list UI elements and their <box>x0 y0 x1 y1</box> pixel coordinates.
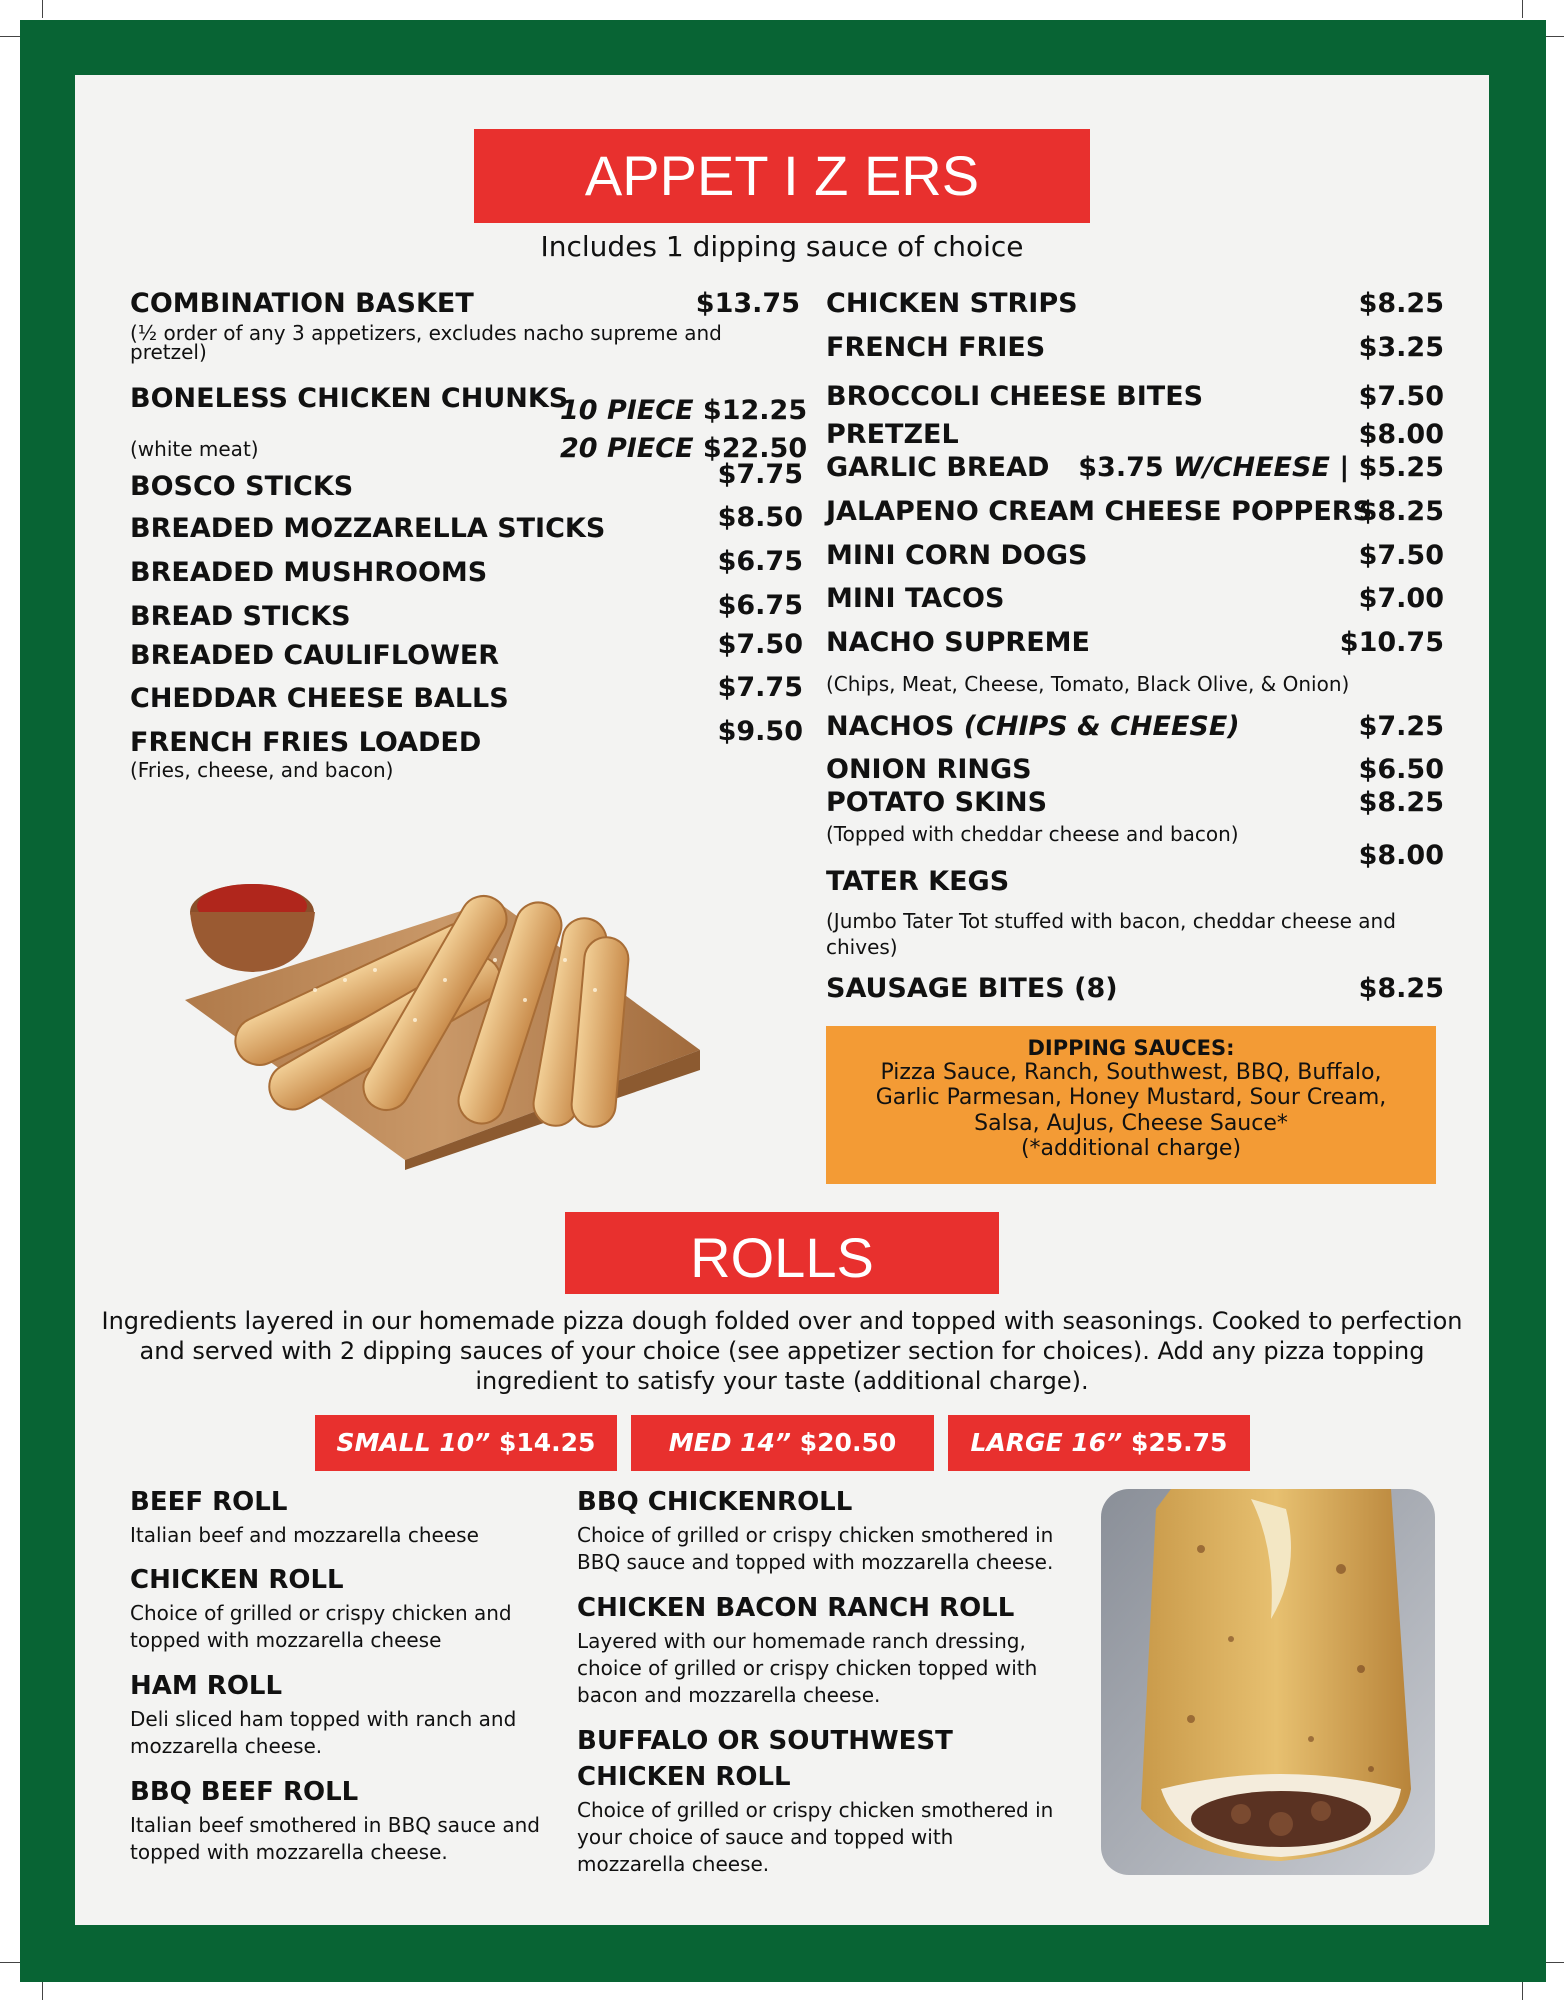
item-price: $7.00 <box>1358 583 1444 614</box>
roll-description: Choice of grilled or crispy chicken and topped with mozzarella cheese <box>130 1601 512 1652</box>
roll-name: BUFFALO OR SOUTHWEST <box>577 1726 953 1756</box>
item-price: $6.75 <box>717 590 803 621</box>
garlic-bread-plain-price: $3.75 <box>1078 452 1164 483</box>
crop-mark <box>0 1962 22 1963</box>
item-description: (Jumbo Tater Tot stuffed with bacon, cheddar cheese and chives) <box>826 909 1396 959</box>
item-description: (½ order of any 3 appetizers, excludes nacho supreme and pretzel) <box>130 321 722 364</box>
size-price-small <box>315 1415 617 1471</box>
item-name: MINI TACOS <box>826 583 1005 614</box>
crop-mark <box>1522 0 1523 18</box>
item-price: $3.25 <box>1358 332 1444 363</box>
beef-roll-photo <box>1101 1489 1435 1875</box>
rolls-heading: ROLLS <box>565 1212 999 1294</box>
item-price: $6.75 <box>717 546 803 577</box>
nachos-note: (CHIPS & CHEESE) <box>963 711 1240 742</box>
size-price-medium <box>631 1415 934 1471</box>
piece-price: $22.50 <box>702 433 808 464</box>
dipping-sauces-line: Salsa, AuJus, Cheese Sauce* <box>974 1110 1288 1136</box>
crop-mark <box>1522 1982 1523 2000</box>
roll-description: Italian beef and mozzarella cheese <box>130 1523 479 1547</box>
size-label: LARGE 16” <box>970 1428 1123 1457</box>
roll-name: CHICKEN ROLL <box>130 1565 344 1595</box>
crop-mark <box>42 0 43 18</box>
item-price: $7.25 <box>1358 711 1444 742</box>
item-price: $7.75 <box>717 459 803 490</box>
piece-label: 10 PIECE <box>560 395 694 426</box>
dipping-sauces-box <box>826 1026 1436 1184</box>
dipping-sauces-title: DIPPING SAUCES: <box>1027 1036 1235 1060</box>
dipping-sauces-line: Pizza Sauce, Ranch, Southwest, BBQ, Buffalo, <box>880 1060 1382 1086</box>
item-price: $8.25 <box>1358 288 1444 319</box>
item-name: TATER KEGS <box>826 866 1010 897</box>
item-description: (white meat) <box>130 437 259 461</box>
item-price: $8.00 <box>1358 419 1444 450</box>
roll-name: HAM ROLL <box>130 1671 283 1701</box>
item-price: $7.50 <box>1358 540 1444 571</box>
item-description: (Fries, cheese, and bacon) <box>130 758 394 782</box>
item-name: SAUSAGE BITES (8) <box>826 973 1118 1004</box>
item-name: BROCCOLI CHEESE BITES <box>826 381 1204 412</box>
rolls-intro <box>100 1306 1464 1396</box>
size-price-large <box>948 1415 1250 1471</box>
piece-price: $12.25 <box>702 395 808 426</box>
item-price: $8.25 <box>1358 973 1444 1004</box>
size-price: $25.75 <box>1130 1428 1228 1457</box>
item-name: BREADED MUSHROOMS <box>130 557 488 588</box>
item-name: COMBINATION BASKET <box>130 288 474 319</box>
item-price: $7.75 <box>717 672 803 703</box>
crop-mark <box>0 36 22 37</box>
rolls-intro-line: and served with 2 dipping sauces of your choice (see appetizer section for choices). Add any pizza topping <box>139 1337 1425 1365</box>
roll-name: BEEF ROLL <box>130 1487 288 1517</box>
item-name: PRETZEL <box>826 419 959 450</box>
item-name: CHICKEN STRIPS <box>826 288 1078 319</box>
dipping-sauces-note: (*additional charge) <box>1020 1136 1242 1162</box>
item-name: NACHO SUPREME <box>826 627 1090 658</box>
appetizers-subtitle: Includes 1 dipping sauce of choice <box>540 230 1024 263</box>
garlic-bread-cheese-label: W/CHEESE <box>1173 452 1330 483</box>
price-separator: | <box>1339 452 1350 483</box>
rolls-intro-line: Ingredients layered in our homemade pizza dough folded over and topped with seasonings. Cooked to perfection <box>101 1307 1463 1335</box>
item-name: ONION RINGS <box>826 754 1032 785</box>
item-name: BREADED MOZZARELLA STICKS <box>130 513 606 544</box>
item-name: FRENCH FRIES <box>826 332 1046 363</box>
item-name: POTATO SKINS <box>826 787 1048 818</box>
item-price: $7.50 <box>717 629 803 660</box>
roll-name: CHICKEN ROLL <box>577 1762 791 1792</box>
size-label: MED 14” <box>668 1428 792 1457</box>
item-name <box>826 713 1240 740</box>
item-price: $8.25 <box>1358 496 1444 527</box>
roll-description: Choice of grilled or crispy chicken smothered in BBQ sauce and topped with mozzarella cheese. <box>577 1523 1054 1574</box>
rolls-intro-line: ingredient to satisfy your taste (additional charge). <box>475 1367 1089 1395</box>
nachos-name: NACHOS <box>826 711 955 742</box>
item-name: FRENCH FRIES LOADED <box>130 727 482 758</box>
item-price: $9.50 <box>717 716 803 747</box>
breadsticks-photo <box>165 840 710 1170</box>
item-price: $8.50 <box>717 502 803 533</box>
roll-name: BBQ CHICKENROLL <box>577 1487 853 1517</box>
item-price-20-piece <box>560 433 808 464</box>
garlic-bread-cheese-price: $5.25 <box>1358 452 1444 483</box>
dipping-sauces-line: Garlic Parmesan, Honey Mustard, Sour Cream, <box>875 1085 1387 1111</box>
item-name: MINI CORN DOGS <box>826 540 1088 571</box>
piece-label: 20 PIECE <box>560 433 694 464</box>
size-price: $20.50 <box>799 1428 897 1457</box>
item-price: $10.75 <box>1339 627 1444 658</box>
item-name: BREADED CAULIFLOWER <box>130 640 500 671</box>
roll-description: Layered with our homemade ranch dressing, choice of grilled or crispy chicken topped with bacon and mozzarella cheese. <box>577 1629 1038 1707</box>
roll-description: Deli sliced ham topped with ranch and mozzarella cheese. <box>130 1707 517 1758</box>
item-price: $8.25 <box>1358 787 1444 818</box>
item-name: GARLIC BREAD <box>826 452 1050 483</box>
roll-name: CHICKEN BACON RANCH ROLL <box>577 1593 1015 1623</box>
item-price: $6.50 <box>1358 754 1444 785</box>
item-name: JALAPENO CREAM CHEESE POPPERS <box>826 496 1373 527</box>
item-price-10-piece <box>560 395 808 426</box>
garlic-bread-prices <box>1070 454 1444 481</box>
roll-name: BBQ BEEF ROLL <box>130 1777 359 1807</box>
item-price: $8.00 <box>1358 840 1444 871</box>
size-price: $14.25 <box>498 1428 596 1457</box>
appetizers-heading: APPET I Z ERS <box>474 129 1090 223</box>
roll-description: Italian beef smothered in BBQ sauce and topped with mozzarella cheese. <box>130 1813 540 1864</box>
item-name: BOSCO STICKS <box>130 471 354 502</box>
item-description: (Chips, Meat, Cheese, Tomato, Black Olive, & Onion) <box>826 672 1350 696</box>
roll-description: Choice of grilled or crispy chicken smothered in your choice of sauce and topped with mozzarella cheese. <box>577 1798 1054 1876</box>
item-description: (Topped with cheddar cheese and bacon) <box>826 822 1239 846</box>
item-name: BONELESS CHICKEN CHUNKS <box>130 383 569 414</box>
crop-mark <box>42 1982 43 2000</box>
item-price: $13.75 <box>695 288 800 319</box>
size-label: SMALL 10” <box>336 1428 491 1457</box>
item-price: $7.50 <box>1358 381 1444 412</box>
item-name: BREAD STICKS <box>130 601 351 632</box>
item-name: CHEDDAR CHEESE BALLS <box>130 683 509 714</box>
